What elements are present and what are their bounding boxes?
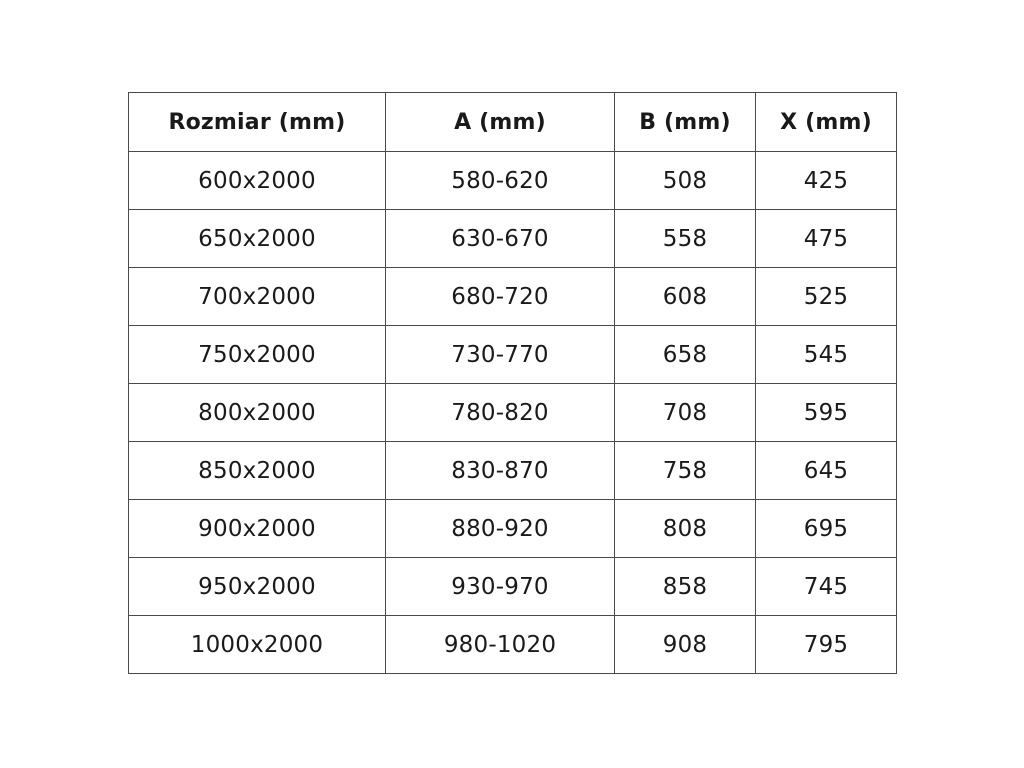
cell-rozmiar: 750x2000 [129, 326, 386, 384]
cell-b: 758 [615, 442, 756, 500]
cell-a: 680-720 [386, 268, 615, 326]
cell-b: 708 [615, 384, 756, 442]
cell-x: 525 [756, 268, 897, 326]
table-row [129, 384, 897, 442]
cell-x: 645 [756, 442, 897, 500]
cell-x: 695 [756, 500, 897, 558]
cell-b: 658 [615, 326, 756, 384]
cell-rozmiar: 900x2000 [129, 500, 386, 558]
cell-rozmiar: 1000x2000 [129, 616, 386, 674]
table-row [129, 210, 897, 268]
header-b: B (mm) [615, 93, 756, 152]
cell-a: 830-870 [386, 442, 615, 500]
cell-b: 858 [615, 558, 756, 616]
cell-x: 745 [756, 558, 897, 616]
cell-rozmiar: 650x2000 [129, 210, 386, 268]
cell-a: 980-1020 [386, 616, 615, 674]
cell-rozmiar: 950x2000 [129, 558, 386, 616]
cell-a: 930-970 [386, 558, 615, 616]
cell-b: 608 [615, 268, 756, 326]
cell-a: 580-620 [386, 152, 615, 210]
header-row [129, 93, 897, 152]
cell-a: 630-670 [386, 210, 615, 268]
cell-rozmiar: 800x2000 [129, 384, 386, 442]
cell-x: 425 [756, 152, 897, 210]
cell-x: 795 [756, 616, 897, 674]
table-row [129, 268, 897, 326]
header-x: X (mm) [756, 93, 897, 152]
cell-a: 730-770 [386, 326, 615, 384]
cell-rozmiar: 600x2000 [129, 152, 386, 210]
header-rozmiar: Rozmiar (mm) [129, 93, 386, 152]
table-row [129, 442, 897, 500]
cell-b: 558 [615, 210, 756, 268]
cell-rozmiar: 850x2000 [129, 442, 386, 500]
table-row [129, 152, 897, 210]
cell-x: 545 [756, 326, 897, 384]
table-row [129, 616, 897, 674]
cell-b: 808 [615, 500, 756, 558]
table-row [129, 500, 897, 558]
cell-b: 908 [615, 616, 756, 674]
cell-a: 880-920 [386, 500, 615, 558]
dimensions-table [128, 92, 897, 674]
table-row [129, 326, 897, 384]
cell-x: 595 [756, 384, 897, 442]
cell-a: 780-820 [386, 384, 615, 442]
header-a: A (mm) [386, 93, 615, 152]
cell-x: 475 [756, 210, 897, 268]
cell-rozmiar: 700x2000 [129, 268, 386, 326]
cell-b: 508 [615, 152, 756, 210]
table-row [129, 558, 897, 616]
